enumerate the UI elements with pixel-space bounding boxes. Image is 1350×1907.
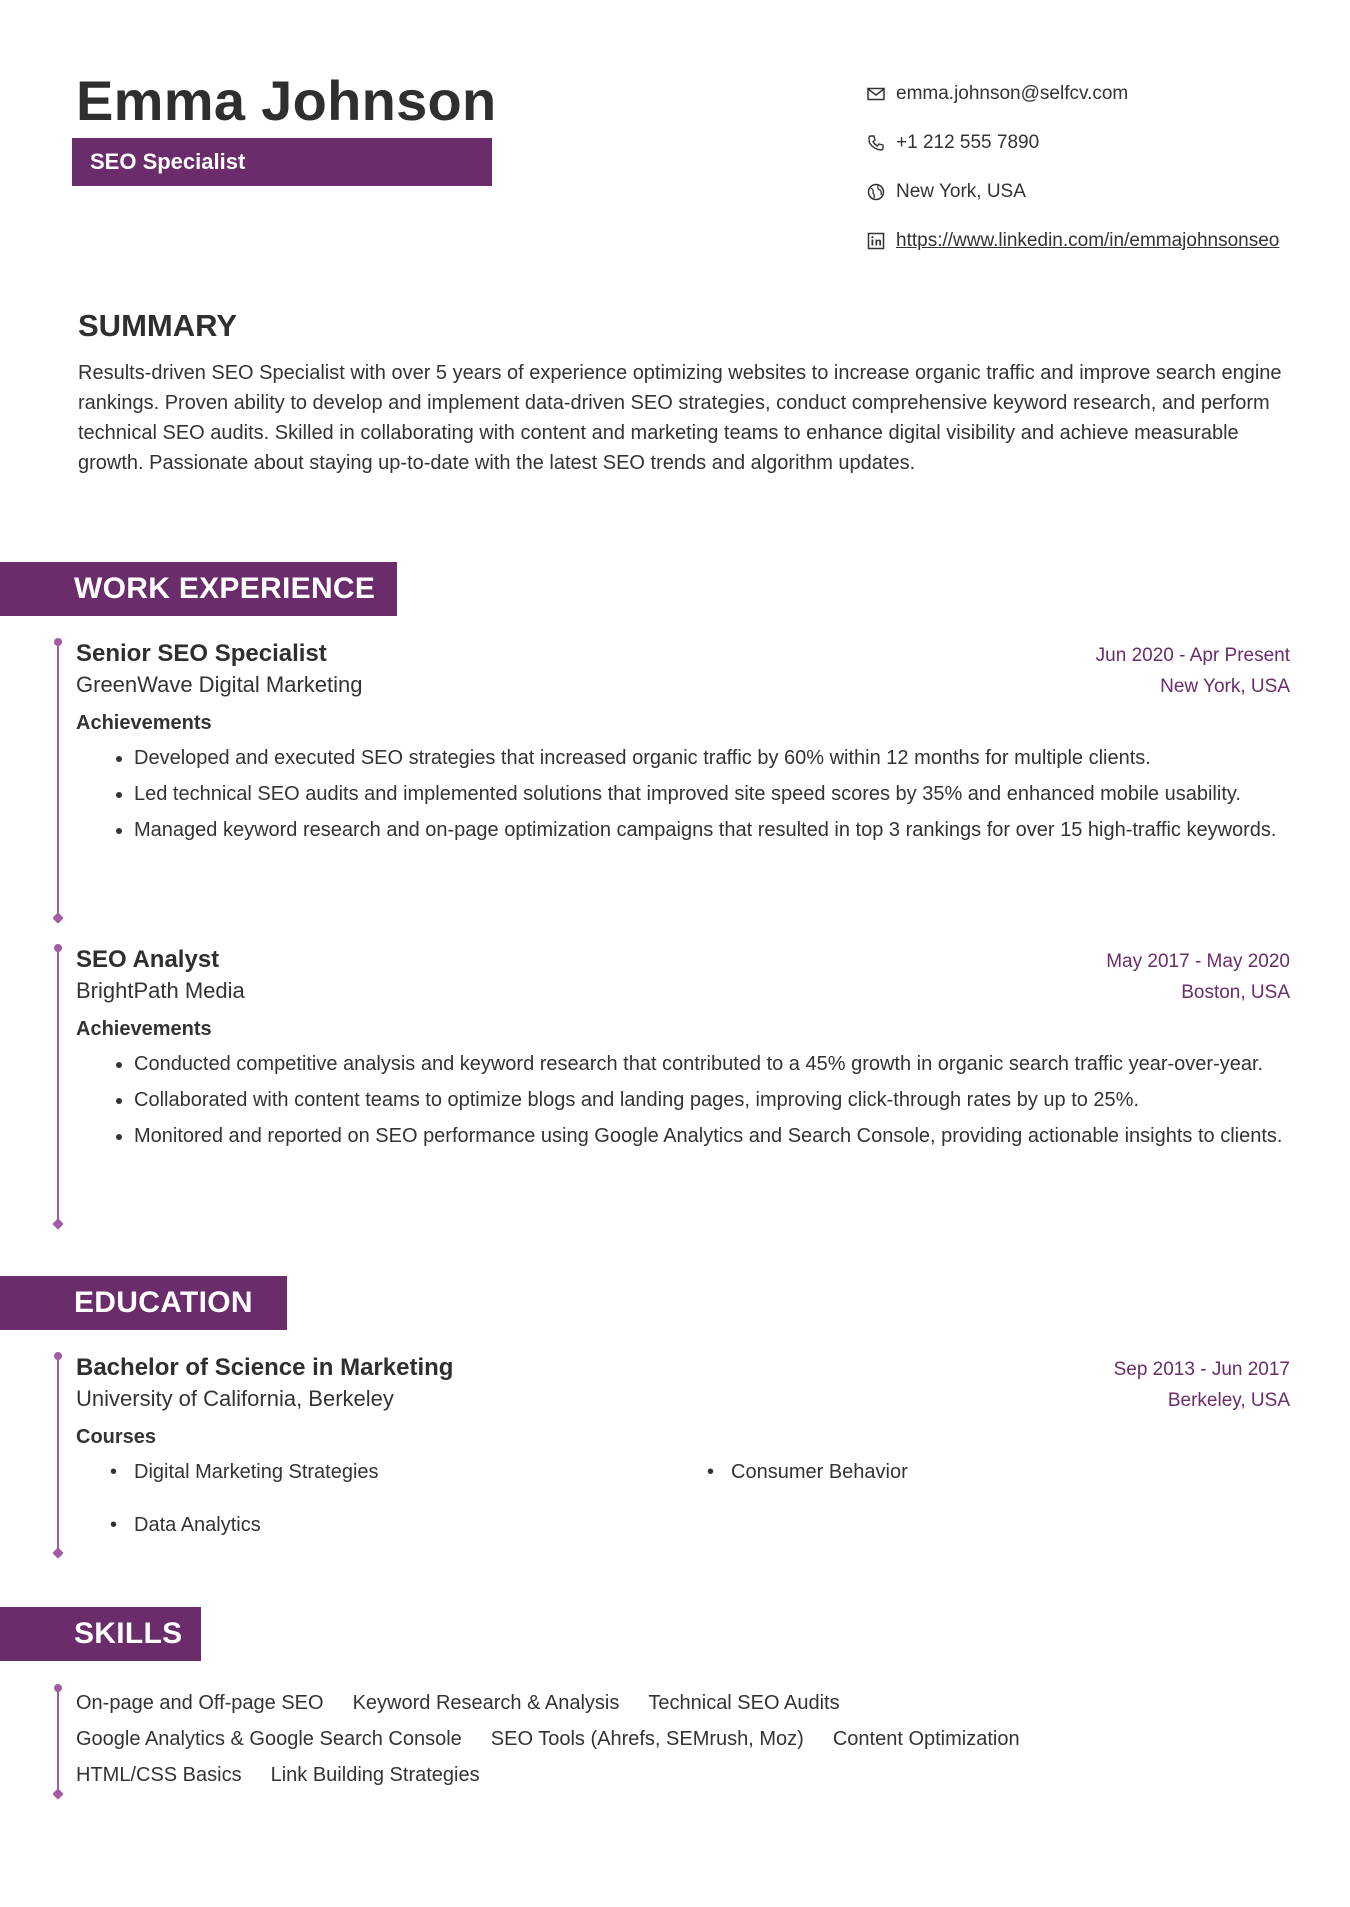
skill-item: On-page and Off-page SEO <box>76 1692 324 1714</box>
linkedin-link[interactable]: https://www.linkedin.com/in/emmajohnsonseo <box>896 230 1280 251</box>
school-name: University of California, Berkeley <box>76 1386 394 1411</box>
contact-location <box>866 176 1286 207</box>
list-item: • Collaborated with content teams to optimize blogs and landing pages, improving click-through rates by up to 25%. <box>134 1085 1290 1115</box>
list-item: • Monitored and reported on SEO performance using Google Analytics and Search Console, providing actionable insights to clients. <box>134 1121 1290 1151</box>
courses-heading: Courses <box>76 1426 157 1448</box>
work-experience-heading <box>0 562 397 616</box>
education-entry <box>76 1354 1290 1563</box>
location-text: New York, USA <box>896 181 1026 202</box>
achievements-list <box>76 1049 1290 1151</box>
role-banner <box>72 138 492 186</box>
job-entry-2 <box>76 946 1290 1157</box>
job-entry-1 <box>76 640 1290 851</box>
skill-item: Link Building Strategies <box>270 1764 480 1786</box>
skill-item: Content Optimization <box>832 1728 1020 1750</box>
job-location: New York, USA <box>1160 676 1290 697</box>
degree-title: Bachelor of Science in Marketing <box>76 1354 454 1381</box>
job-title: Senior SEO Specialist <box>76 640 327 667</box>
timeline-job-2 <box>57 948 59 1224</box>
education-heading <box>0 1276 287 1330</box>
email-text[interactable]: emma.johnson@selfcv.com <box>896 83 1129 104</box>
skills-heading <box>0 1607 201 1661</box>
job-title: SEO Analyst <box>76 946 220 973</box>
education-title: EDUCATION <box>74 1286 253 1319</box>
list-item: • Data Analytics <box>134 1510 731 1540</box>
achievements-list <box>76 743 1290 845</box>
courses-list <box>76 1457 1290 1563</box>
envelope-icon <box>866 84 886 104</box>
skill-item: SEO Tools (Ahrefs, SEMrush, Moz) <box>490 1728 804 1750</box>
list-item: • Consumer Behavior <box>731 1457 1328 1487</box>
skill-item: HTML/CSS Basics <box>76 1764 242 1786</box>
company-name: BrightPath Media <box>76 978 245 1003</box>
skills-list <box>76 1685 1290 1793</box>
skills-row <box>76 1721 1290 1757</box>
candidate-name: Emma Johnson <box>76 69 497 132</box>
list-item: • Digital Marketing Strategies <box>134 1457 731 1487</box>
timeline-education <box>57 1356 59 1553</box>
summary-heading: SUMMARY <box>78 308 238 343</box>
achievements-heading: Achievements <box>76 1018 212 1040</box>
list-item: • Conducted competitive analysis and keyword research that contributed to a 45% growth in organic search traffic year-over-year. <box>134 1049 1290 1079</box>
job-dates: Jun 2020 - Apr Present <box>1095 645 1290 666</box>
list-item: • Managed keyword research and on-page optimization campaigns that resulted in top 3 rankings for over 15 high-traffic keywords. <box>134 815 1290 845</box>
linkedin-icon <box>866 231 886 251</box>
job-location: Boston, USA <box>1181 982 1290 1003</box>
skill-item: Google Analytics & Google Search Console <box>76 1728 462 1750</box>
timeline-job-1 <box>57 642 59 918</box>
contact-email <box>866 78 1286 109</box>
skills-title: SKILLS <box>74 1617 183 1650</box>
phone-icon <box>866 133 886 153</box>
list-item: • Led technical SEO audits and implemented solutions that improved site speed scores by 35% and enhanced mobile usability. <box>134 779 1290 809</box>
skills-row <box>76 1757 1290 1793</box>
globe-icon <box>866 182 886 202</box>
list-item: • Developed and executed SEO strategies that increased organic traffic by 60% within 12 months for multiple clients. <box>134 743 1290 773</box>
skills-row <box>76 1685 1290 1721</box>
skill-item: Technical SEO Audits <box>648 1692 840 1714</box>
phone-text[interactable]: +1 212 555 7890 <box>896 132 1040 153</box>
contact-list <box>866 78 1286 274</box>
education-dates: Sep 2013 - Jun 2017 <box>1113 1359 1290 1380</box>
job-dates: May 2017 - May 2020 <box>1106 951 1290 972</box>
education-location: Berkeley, USA <box>1167 1390 1290 1411</box>
timeline-skills <box>57 1688 59 1794</box>
contact-linkedin <box>866 225 1286 256</box>
achievements-heading: Achievements <box>76 712 212 734</box>
contact-phone <box>866 127 1286 158</box>
skill-item: Keyword Research & Analysis <box>352 1692 620 1714</box>
summary-text: Results-driven SEO Specialist with over 5 years of experience optimizing websites to increase organic traffic and improve search engine rankings. Proven ability to develop and implement data-driven SEO strategies, conduct comprehensive keyword research, and perform technical SEO audits. Skilled in collaborating with content and marketing teams to enhance digital visibility and achieve measurable growth. Passionate about staying up-to-date with the latest SEO trends and algorithm updates. <box>78 362 1282 474</box>
work-experience-title: WORK EXPERIENCE <box>74 572 376 605</box>
role-title: SEO Specialist <box>90 149 246 174</box>
company-name: GreenWave Digital Marketing <box>76 672 363 697</box>
